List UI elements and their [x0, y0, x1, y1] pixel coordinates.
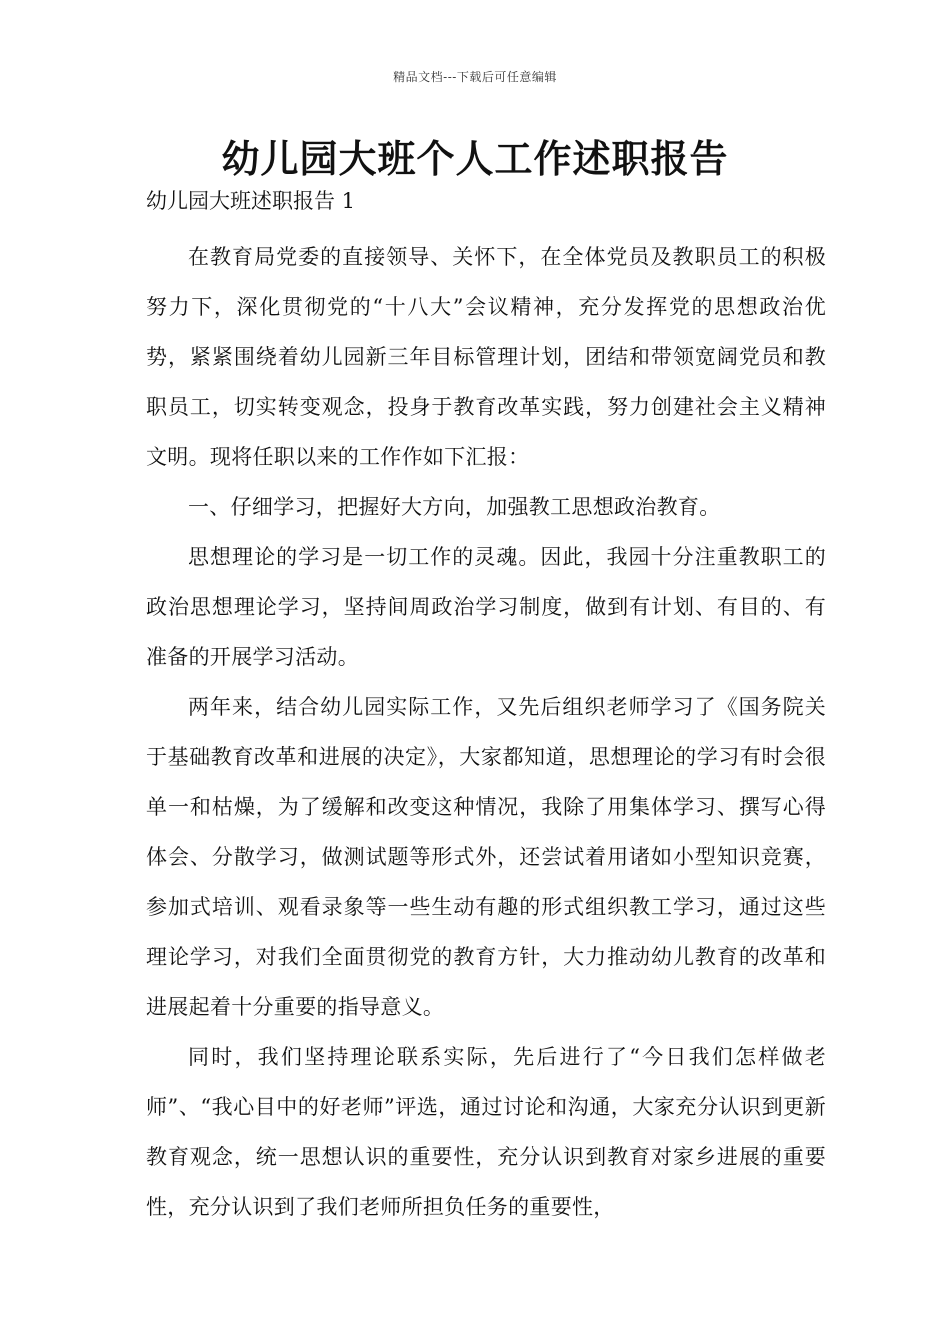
section-subtitle: 幼儿园大班述职报告 1: [146, 189, 356, 213]
paragraph: 一、仔细学习，把握好大方向，加强教工思想政治教育。: [188, 495, 721, 519]
header-note: 精品文档---下载后可任意编辑: [393, 70, 557, 84]
paragraph: 思想理论的学习是一切工作的灵魂。因此，我园十分注重教职工的政治思想理论学习，坚持间周政治学习制度，做到有计划、有目的、有准备的开展学习活动。: [146, 545, 826, 669]
paragraph: 在教育局党委的直接领导、关怀下，在全体党员及教职员工的积极努力下，深化贯彻党的“十八大”会议精神，充分发挥党的思想政治优势，紧紧围绕着幼儿园新三年目标管理计划，团结和带领宽阔党员和教职员工，切实转变观念，投身于教育改革实践，努力创建社会主义精神文明。现将任职以来的工作作如下汇报：: [146, 245, 826, 469]
paragraph: 同时，我们坚持理论联系实际，先后进行了“今日我们怎样做老师”、“我心目中的好老师”评选，通过讨论和沟通，大家充分认识到更新教育观念，统一思想认识的重要性，充分认识到教育对家乡进展的重要性，充分认识到了我们老师所担负任务的重要性，: [146, 1045, 826, 1219]
paragraph: 两年来，结合幼儿园实际工作，又先后组织老师学习了《国务院关于基础教育改革和进展的决定》，大家都知道，思想理论的学习有时会很单一和枯燥，为了缓解和改变这种情况，我除了用集体学习、撰写心得体会、分散学习，做测试题等形式外，还尝试着用诸如小型知识竞赛，参加式培训、观看录象等一些生动有趣的形式组织教工学习，通过这些理论学习，对我们全面贯彻党的教育方针，大力推动幼儿教育的改革和进展起着十分重要的指导意义。: [146, 695, 826, 1019]
page-title: 幼儿园大班个人工作述职报告: [221, 136, 729, 181]
document-body: [146, 232, 826, 1232]
